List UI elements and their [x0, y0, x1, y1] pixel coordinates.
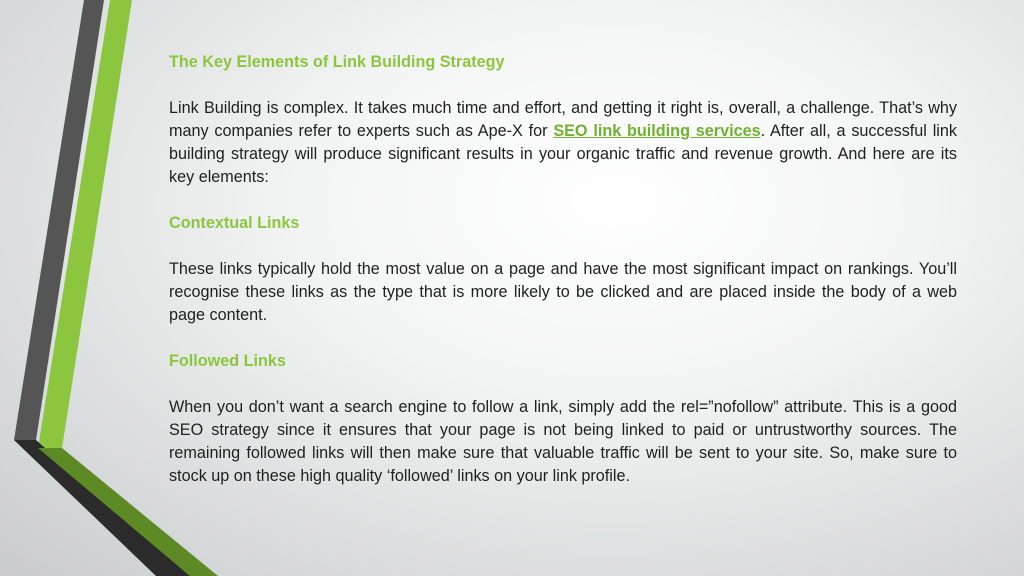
section-body-followed-links: When you don’t want a search engine to follow a link, simply add the rel=”nofollow” attribute. This is a good SEO strategy since it ensures that your page is not being linked to paid or untrustworthy sources. The remaining followed links will then make sure that valuable traffic will be sent to your site. So, make sure to stock up on these high quality ‘followed’ links on your link profile. [169, 398, 957, 485]
section-heading-contextual-links: Contextual Links [169, 214, 300, 232]
slide-title: The Key Elements of Link Building Strategy [169, 53, 505, 71]
seo-link-building-services-link[interactable]: SEO link building services [553, 122, 761, 140]
intro-paragraph [169, 97, 957, 189]
dark-diagonal-stripe [14, 440, 190, 576]
intro-text-after-link: . After all, a successful link building strategy will produce significant results in your organic traffic and revenue growth. And here are its key elements: [169, 122, 957, 186]
intro-text-before-link: Link Building is complex. It takes much time and effort, and getting it right is, overall, a challenge. That’s why many companies refer to experts such as Ape-X for [169, 99, 957, 140]
section-heading-followed-links: Followed Links [169, 352, 286, 370]
section-body-contextual-links: These links typically hold the most value on a page and have the most significant impact on rankings. You’ll recognise these links as the type that is more likely to be clicked and are placed inside the body of a web page content. [169, 260, 957, 324]
slide-content [169, 51, 957, 511]
